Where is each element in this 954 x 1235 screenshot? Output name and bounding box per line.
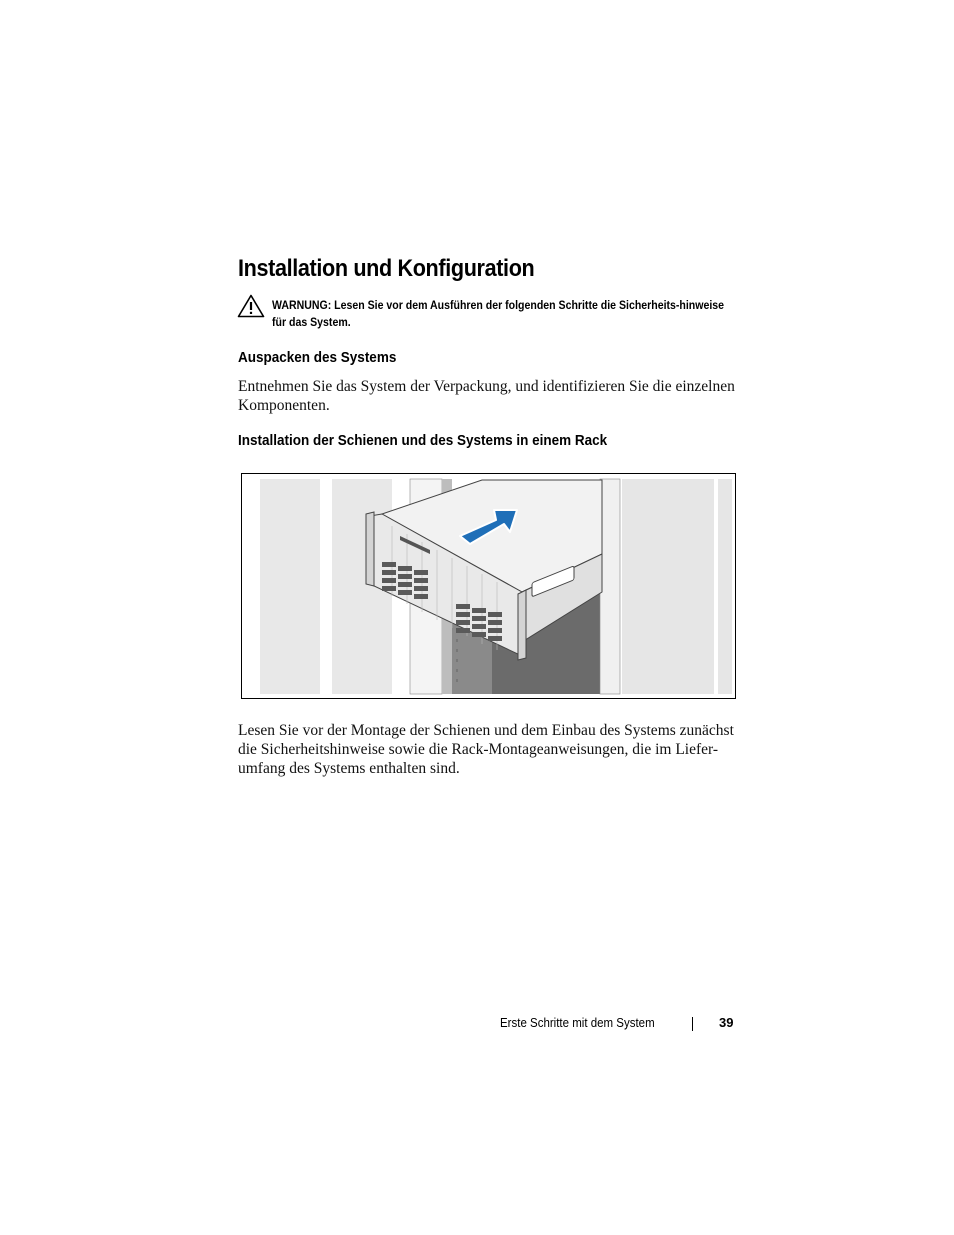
unpacking-paragraph: Entnehmen Sie das System der Verpackung, und identifizieren Sie die einzelnen Komponenten. — [238, 378, 735, 414]
rack-installation-paragraph: Lesen Sie vor der Montage der Schienen und dem Einbau des Systems zunächst die Sicherheitshinweise sowie die Rack-Montageanweisungen, die im Liefer-umfang des Systems enthalten sind. — [238, 722, 734, 777]
warning-label: WARNUNG: — [272, 298, 332, 312]
rack-panel-left — [260, 479, 320, 694]
footer-separator — [692, 1017, 693, 1031]
rack-ear-right — [518, 590, 526, 660]
page-number: 39 — [719, 1015, 734, 1030]
section-heading-rack-installation: Installation der Schienen und des Systems in einem Rack — [238, 432, 608, 449]
warning-body: Lesen Sie vor dem Ausführen der folgenden Schritte die Sicherheits-hinweise für das System. — [272, 298, 725, 329]
section-heading-unpacking: Auspacken des Systems — [238, 349, 397, 366]
rack-panel-right — [622, 479, 714, 694]
rack-post-right — [600, 479, 620, 694]
footer-title: Erste Schritte mit dem System — [500, 1016, 655, 1030]
rack-server-drawing — [242, 474, 735, 698]
warning-note — [272, 297, 738, 331]
rack-panel-edge — [718, 479, 732, 694]
rack-installation-illustration — [241, 473, 736, 699]
rack-ear-left — [366, 512, 374, 586]
page-title: Installation und Konfiguration — [238, 255, 535, 282]
warning-icon — [237, 294, 265, 318]
